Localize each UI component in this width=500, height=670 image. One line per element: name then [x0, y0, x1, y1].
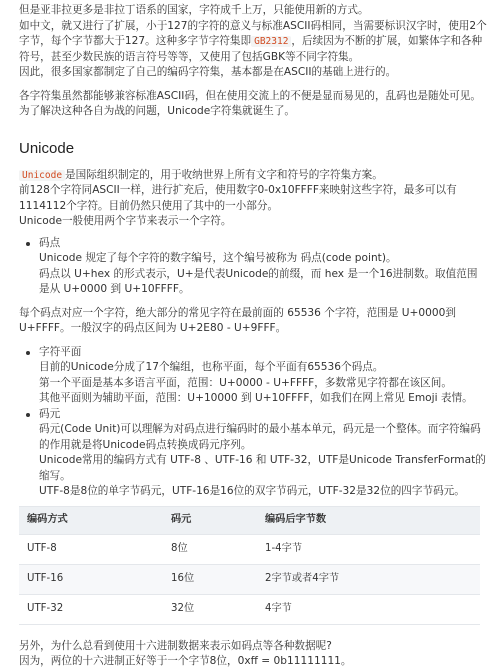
text: 是国际组织制定的，用于收纳世界上所有文字和符号的字符集方案。 [65, 168, 383, 181]
list-item-codepoint [26, 236, 488, 298]
paragraph-hex-question: 另外，为什么总看到使用十六进制数据来表示如码点等各种数据呢? [19, 639, 332, 652]
table-cell: 32位 [163, 594, 257, 624]
list-item-plane [26, 345, 488, 407]
bullet-icon [26, 413, 30, 417]
list-item-text: UTF-8是8位的单字节码元，UTF-16是16位的双字节码元，UTF-32是32位的四字节码元。 [39, 485, 465, 497]
list-item-text: 其他平面则为辅助平面，范围：U+10000 到 U+10FFFF，如我们在网上常见 Emoji 表情。 [39, 392, 473, 404]
list-item-text: 第一个平面是基本多语言平面，范围：U+0000 - U+FFFF，多数常见字符都在该区间。 [39, 376, 452, 389]
list-item-codeunit [26, 407, 488, 500]
table-header-row [19, 506, 480, 534]
paragraph-unicode-origin: 各字符集虽然都能够兼容标准ASCII码，但在使用交流上的不便是显而易见的，乱码也是随处可见。为了解决这种各自为战的问题，Unicode字符集就诞生了。 [19, 89, 481, 117]
text: ，后续因为不断的扩展，如繁体字和各种符号，甚至少数民族的语言符号等等，又使用了包括GBK等不同字符集。 [19, 35, 483, 63]
list-item-text: 码点以 U+hex 的形式表示，U+是代表Unicode的前缀，而 hex 是一个16进制数。取值范围是从 U+0000 到 U+10FFFF。 [39, 267, 478, 295]
column-header: 码元 [163, 506, 257, 534]
paragraph-intro-latin: 但是亚非拉更多是非拉丁语系的国家，字符成千上万，只能使用新的方式。 [19, 4, 369, 16]
paragraph-unicode-definition [0, 168, 500, 184]
encoding-table [19, 506, 480, 625]
list-item-text: Unicode常用的编码方式有 UTF-8 、UTF-16 和 UTF-32，UTF是Unicode TransferFormat的缩写。 [39, 454, 486, 482]
paragraph-unicode-bytes: Unicode一般使用两个字节来表示一个字符。 [19, 215, 232, 227]
paragraph-chinese-extension [0, 19, 500, 66]
inline-code-gb2312: GB2312 [251, 36, 291, 47]
section-heading-unicode: Unicode [19, 139, 75, 157]
table-cell: 8位 [163, 534, 257, 564]
table-cell: UTF-32 [19, 594, 163, 624]
table-row [19, 594, 480, 624]
table-cell: 2字节或者4字节 [257, 564, 480, 594]
bullet-icon [26, 351, 30, 355]
paragraph-national-charsets: 因此，很多国家都制定了自己的编码字符集，基本都是在ASCII的基础上进行的。 [19, 66, 397, 78]
column-header: 编码后字节数 [257, 506, 480, 534]
table-cell: UTF-8 [19, 534, 163, 564]
inline-code-unicode: Unicode [19, 170, 65, 181]
table-row [19, 564, 480, 594]
paragraph-unicode-range: 前128个字符同ASCII一样，进行扩充后，使用数字0-0x10FFFF来映射这些字符，最多可以有1114112个字符。目前仍然只使用了其中的一小部分。 [19, 184, 457, 212]
bullet-icon [26, 242, 30, 246]
column-header: 编码方式 [19, 506, 163, 534]
list-item-label: 码元 [39, 407, 61, 420]
table-cell: UTF-16 [19, 564, 163, 594]
table-cell: 4字节 [257, 594, 480, 624]
paragraph-hex-answer: 因为，两位的十六进制正好等于一个字节8位，0xff = 0b11111111。 [19, 655, 352, 667]
list-codepoint [0, 236, 500, 298]
list-item-text: 目前的Unicode分成了17个编组，也称平面，每个平面有65536个码点。 [39, 361, 384, 373]
table-row [19, 534, 480, 564]
table-cell: 16位 [163, 564, 257, 594]
list-item-text: 码元(Code Unit)可以理解为对码点进行编码时的最小基本单元，码元是一个整体。而字符编码的作用就是将Unicode码点转换成码元序列。 [39, 423, 481, 451]
list-item-label: 码点 [39, 236, 61, 249]
list-plane-codeunit [0, 345, 500, 500]
list-item-label: 字符平面 [39, 345, 82, 358]
table-cell: 1-4字节 [257, 534, 480, 564]
text: 如中文，就又进行了扩展，小于127的字符的意义与标准ASCII码相同，当需要标识汉字时，使用2个字节，每个字节都大于127。这种多字节字符集即 [19, 19, 487, 47]
paragraph-common-range: 每个码点对应一个字符，绝大部分的常见字符在最前面的 65536 个字符，范围是 U+0000到U+FFFF。一般汉字的码点区间为 U+2E80 - U+9FFF。 [19, 306, 456, 334]
list-item-text: Unicode 规定了每个字符的数字编号，这个编号被称为 码点(code point)。 [39, 252, 397, 264]
